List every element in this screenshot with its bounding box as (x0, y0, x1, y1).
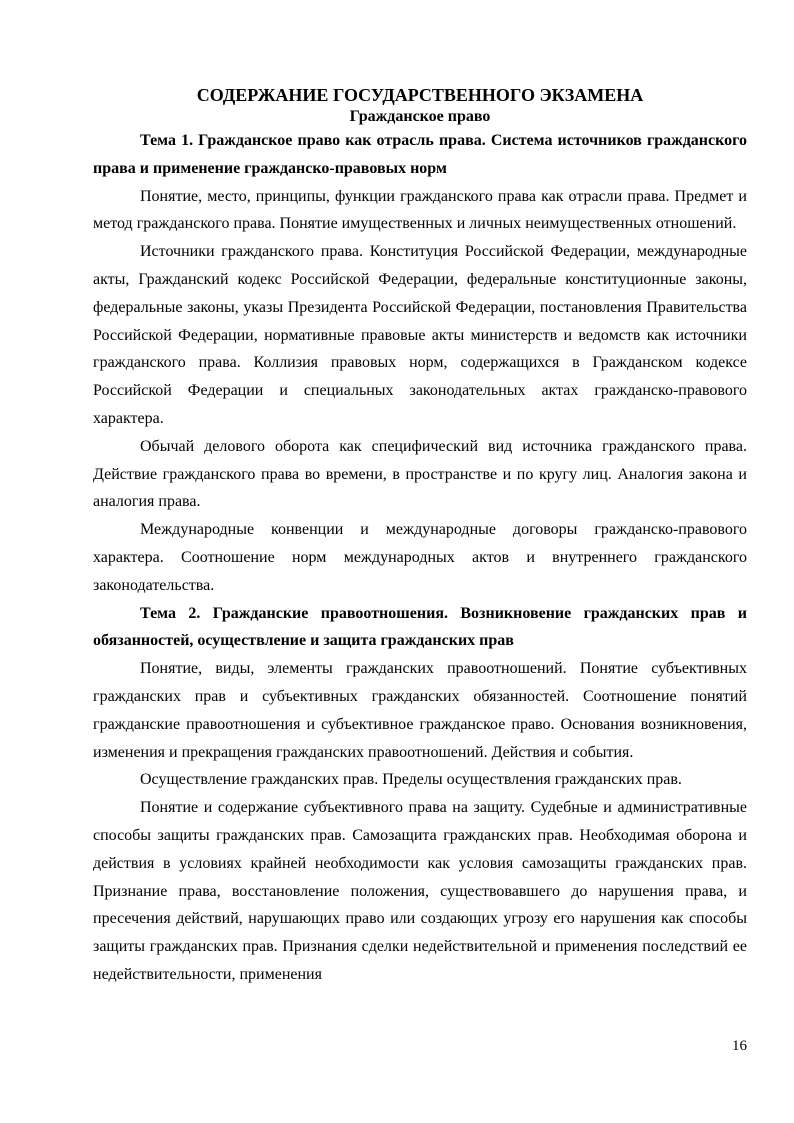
paragraph: Понятие, место, принципы, функции гражданского права как отрасли права. Предмет и метод гражданского права. Понятие имущественных и личных неимущественных отношений. (93, 187, 747, 233)
paragraph: Понятие и содержание субъективного права на защиту. Судебные и административные способы защиты гражданских прав. Самозащита гражданских прав. Необходимая оборона и действия в условиях крайней необходимости как условия самозащиты гражданских прав. Признание права, восстановление положения, существовавшего до нарушения права, и пресечения действий, нарушающих право или создающих угрозу его нарушения как способы защиты гражданских прав. Признания сделки недействительной и применения последствий ее недействительности, применения (93, 799, 747, 983)
paragraph: Обычай делового оборота как специфический вид источника гражданского права. Действие гражданского права во времени, в пространстве и по кругу лиц. Аналогия закона и аналогия права. (93, 437, 747, 511)
theme-heading: Тема 1. Гражданское право как отрасль права. Система источников гражданского права и применение гражданско-правовых норм (93, 132, 747, 177)
page-subtitle: Гражданское право (349, 108, 491, 125)
paragraph: Понятие, виды, элементы гражданских правоотношений. Понятие субъективных гражданских прав и субъективных гражданских обязанностей. Соотношение понятий гражданские правоотношения и субъективное гражданское право. Основания возникновения, изменения и прекращения гражданских правоотношений. Действия и события. (93, 660, 747, 761)
theme-heading: Тема 2. Гражданские правоотношения. Возникновение гражданских прав и обязанностей, осуществление и защита гражданских прав (93, 604, 747, 650)
document-body (93, 127, 747, 989)
paragraph: Источники гражданского права. Конституция Российской Федерации, международные акты, Гражданский кодекс Российской Федерации, федеральные конституционные законы, федеральные законы, указы Президента Российской Федерации, постановления Правительства Российской Федерации, нормативные правовые акты министерств и ведомств как источники гражданского права. Коллизия правовых норм, содержащихся в Гражданском кодексе Российской Федерации и специальных законодательных актах гражданско-правового характера. (93, 243, 747, 427)
page-number: 16 (732, 1038, 747, 1054)
page-title: СОДЕРЖАНИЕ ГОСУДАРСТВЕННОГО ЭКЗАМЕНА (196, 85, 644, 105)
paragraph: Осуществление гражданских прав. Пределы осуществления гражданских прав. (140, 771, 682, 789)
paragraph: Международные конвенции и международные договоры гражданско-правового характера. Соотношение норм международных актов и внутреннего гражданского законодательства. (93, 521, 747, 594)
